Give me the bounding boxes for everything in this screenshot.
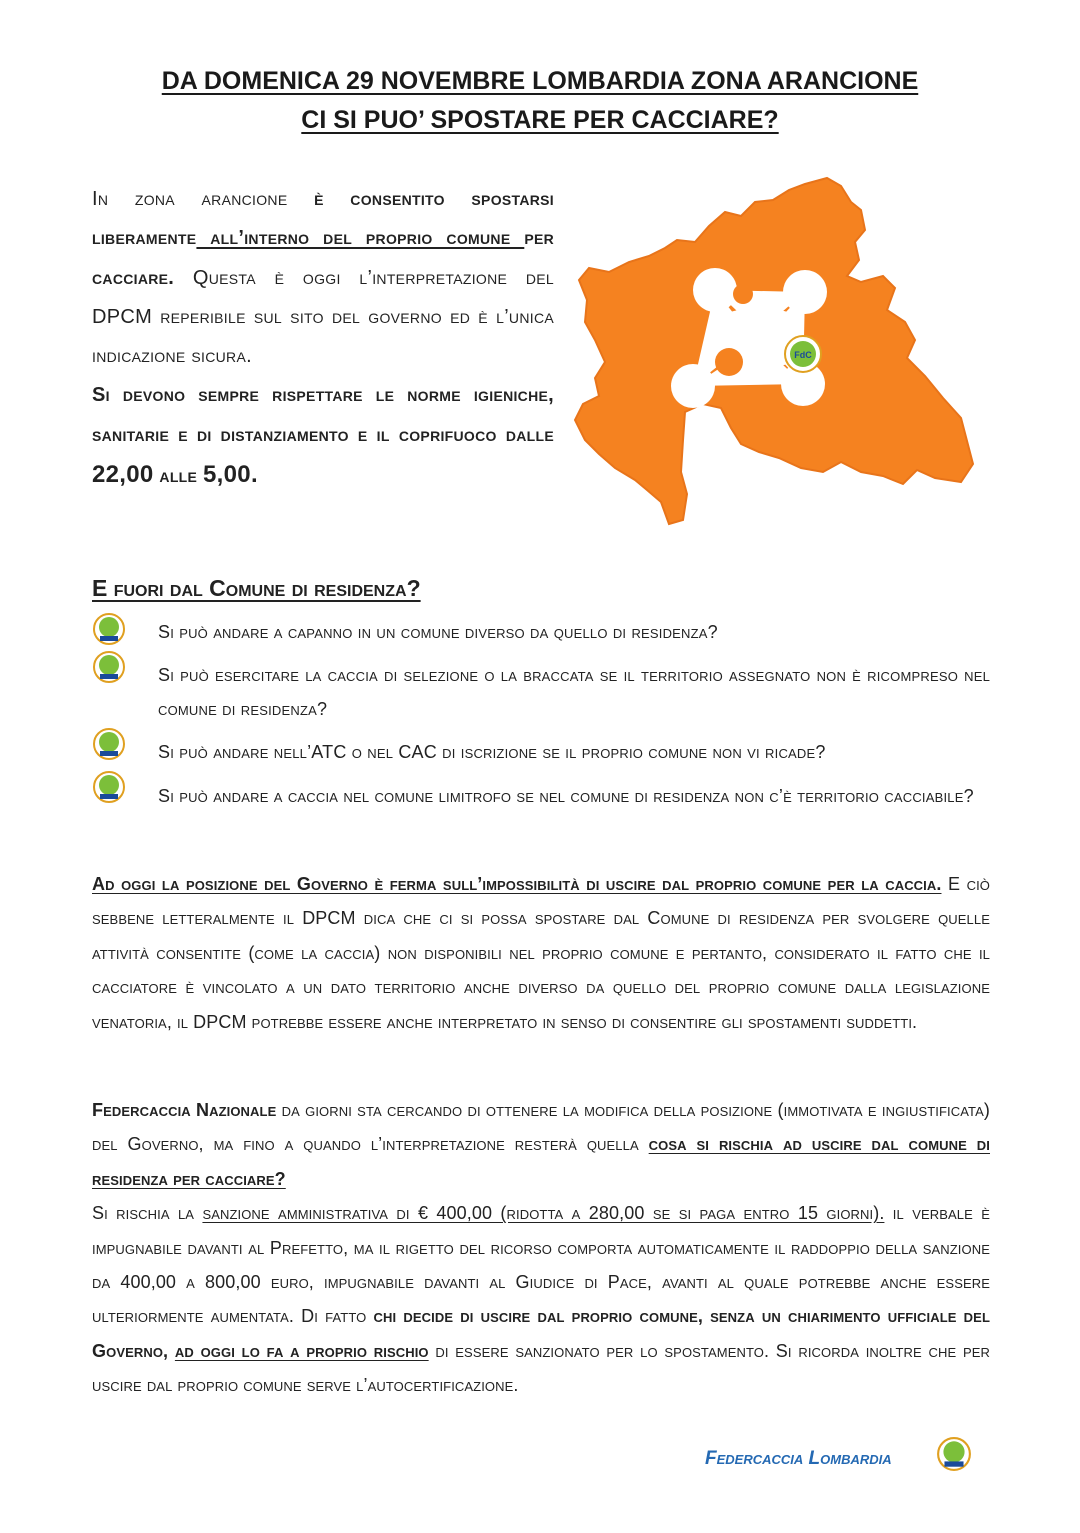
intro-text: In zona arancione [92, 188, 315, 210]
question-item: Si può andare nell’ATC o nel CAC di iscrizione se il proprio comune non vi ricade? [158, 742, 826, 762]
intro-paragraph [92, 180, 554, 496]
federcaccia-nazionale: Federcaccia Nazionale [92, 1100, 277, 1120]
government-position-bold: Ad oggi la posizione del Governo è ferma sull’impossibilità di uscire dal proprio comune per la caccia. [92, 874, 942, 894]
intro-rules-text: alle [153, 465, 204, 488]
question-item: Si può esercitare la caccia di selezione o la braccata se il territorio assegnato non è ricompreso nel comune di residenza? [158, 665, 990, 719]
federcaccia-logo-icon [936, 1436, 972, 1472]
federcaccia-logo-icon [92, 650, 126, 684]
risk-bold-text: chi decide di uscire dal proprio comune, senza un chiarimento ufficiale del Governo, [92, 1306, 990, 1361]
risk-question: cosa si rischia ad uscire dal comune di residenza per cacciare? [92, 1134, 990, 1189]
spacer-text [168, 1341, 175, 1361]
map-logo-text: FdC [794, 350, 812, 360]
section-heading: E fuori dal Comune di residenza? [92, 575, 421, 601]
page-title [0, 62, 1080, 140]
intro-bold-text: per cacciare. [92, 227, 554, 289]
risk-text: di essere sanzionato per lo spostamento. Si ricorda inoltre che per uscire dal proprio comune serve l’autocertificazione. [92, 1340, 991, 1396]
sanction-amount: sanzione amministrativa di € 400,00 (ridotta a 280,00 se si paga entro 15 giorni). [202, 1203, 885, 1224]
curfew-end: 5,00. [203, 461, 258, 489]
risk-text: Di fatto [294, 1306, 374, 1327]
federcaccia-logo-icon [92, 727, 126, 761]
intro-text: Questa è oggi l’interpretazione del DPCM reperibile sul sito del governo ed è l’unica indicazione sicura. [92, 266, 554, 368]
government-position-text: E ciò sebbene letteralmente il DPCM dica che ci si possa spostare dal Comune di residenza per svolgere quelle attività consentite (come la caccia) non disponibili nel proprio comune e pertanto, considerato il fatto che il cacciatore è vincolato a un dato territorio anche diverso da quello del proprio comune dalla legislazione venatoria, il DPCM potrebbe essere anche interpretato in senso di consentire gli spostamenti suddetti. [92, 874, 990, 1032]
question-item: Si può andare a caccia nel comune limitrofo se nel comune di residenza non c’è territorio cacciabile? [158, 786, 974, 806]
title-line-1: DA DOMENICA 29 NOVEMBRE LOMBARDIA ZONA ARANCIONE [161, 67, 919, 95]
intro-underlined-text: all’interno del proprio comune [196, 227, 525, 250]
intro-rules-text: Si devono sempre rispettare le norme igieniche, sanitarie e di distanziamento e il coprifuoco dalle [92, 384, 554, 446]
footer-signature: Federcaccia Lombardia [705, 1448, 892, 1469]
own-risk-text: ad oggi lo fa a proprio rischio [174, 1340, 429, 1361]
curfew-start: 22,00 [92, 461, 154, 489]
sanction-text: il verbale è impugnabile davanti al Prefetto, ma il rigetto del ricorso comporta automaticamente il raddoppio della sanzione da 400,00 a 800,00 euro, impugnabile davanti al Giudice di Pace, avanti al quale potrebbe anche essere ulteriormente aumentata. [92, 1203, 991, 1327]
federcaccia-paragraph [92, 1093, 990, 1403]
federcaccia-logo-icon [92, 612, 126, 646]
lombardia-map-icon [565, 172, 980, 532]
intro-bold-text: è consentito spostarsi liberamente [92, 188, 554, 250]
sanction-text: Si rischia la [92, 1203, 203, 1224]
federcaccia-text: da giorni sta cercando di ottenere la modifica della posizione (immotivata e ingiustificata) del Governo, ma fino a quando l’interpretazione resterà quella [92, 1100, 990, 1155]
government-position-paragraph [92, 867, 990, 1039]
title-line-2: CI SI PUO’ SPOSTARE PER CACCIARE? [301, 106, 779, 134]
federcaccia-logo-icon [92, 770, 126, 804]
question-item: Si può andare a capanno in un comune diverso da quello di residenza? [158, 622, 718, 642]
